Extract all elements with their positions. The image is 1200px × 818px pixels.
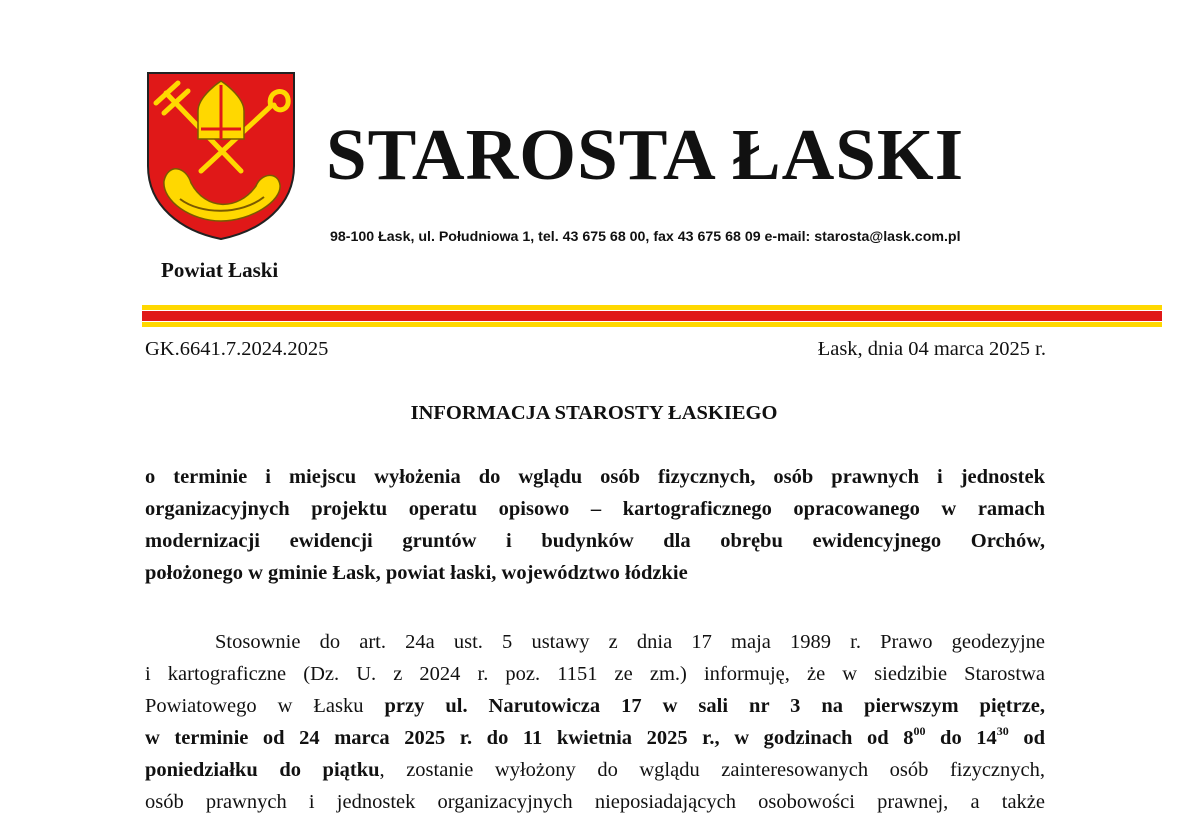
hours-from: w godzinach od 8 — [734, 727, 914, 749]
body-bold-run: przy ul. Narutowicza 17 w sali nr 3 na pierwszym piętrze, — [384, 695, 1045, 717]
page-title: STAROSTA ŁASKI — [326, 114, 965, 195]
document-heading: INFORMACJA STAROSTY ŁASKIEGO — [410, 402, 778, 424]
body-line: Stosownie do art. 24a ust. 5 ustawy z dnia 17 maja 1989 r. Prawo geodezyjne — [215, 631, 1045, 653]
body-text-run: Powiatowego w Łasku — [145, 695, 364, 717]
body-text-run: , zostanie wyłożony do wglądu zainteresowanych osób fizycznych, — [379, 759, 1045, 781]
hours-from-minutes: 00 — [913, 724, 926, 738]
subject-line: organizacyjnych projektu operatu opisowo – kartograficznego opracowanego w ramach — [145, 498, 1045, 520]
subject-line: położonego w gminie Łask, powiat łaski, województwo łódzkie — [145, 562, 688, 584]
hours-suffix: od — [1008, 727, 1046, 749]
hours-to: do 14 — [925, 727, 997, 749]
place-and-date: Łask, dnia 04 marca 2025 r. — [817, 338, 1046, 360]
reference-number: GK.6641.7.2024.2025 — [145, 338, 329, 360]
body-line — [145, 690, 1045, 722]
body-bold-run: w terminie od 24 marca 2025 r. do 11 kwietnia 2025 r., — [145, 727, 720, 749]
body-line: osób prawnych i jednostek organizacyjnych nieposiadających osobowości prawnej, a także — [145, 791, 1045, 813]
hours-to-minutes: 30 — [996, 724, 1009, 738]
body-bold-run: poniedziałku do piątku — [145, 759, 380, 781]
body-line — [145, 722, 1045, 754]
body-line — [145, 754, 1045, 786]
body-line: i kartograficzne (Dz. U. z 2024 r. poz. 1151 ze zm.) informuję, że w siedzibie Starostwa — [145, 663, 1045, 685]
subject-paragraph — [145, 461, 1045, 589]
subject-line: o terminie i miejscu wyłożenia do wglądu osób fizycznych, osób prawnych i jednostek — [145, 466, 1045, 488]
crest-caption: Powiat Łaski — [161, 258, 279, 282]
contact-address: 98-100 Łask, ul. Południowa 1, tel. 43 675 68 00, fax 43 675 68 09 e-mail: starosta@lask.com.pl — [330, 229, 961, 245]
body-paragraph — [145, 626, 1045, 818]
coat-of-arms-icon — [146, 71, 296, 241]
header-divider-stripes — [142, 305, 1162, 327]
subject-line: modernizacji ewidencji gruntów i budynków dla obrębu ewidencyjnego Orchów, — [145, 530, 1045, 552]
body-bold-run — [734, 724, 1046, 749]
